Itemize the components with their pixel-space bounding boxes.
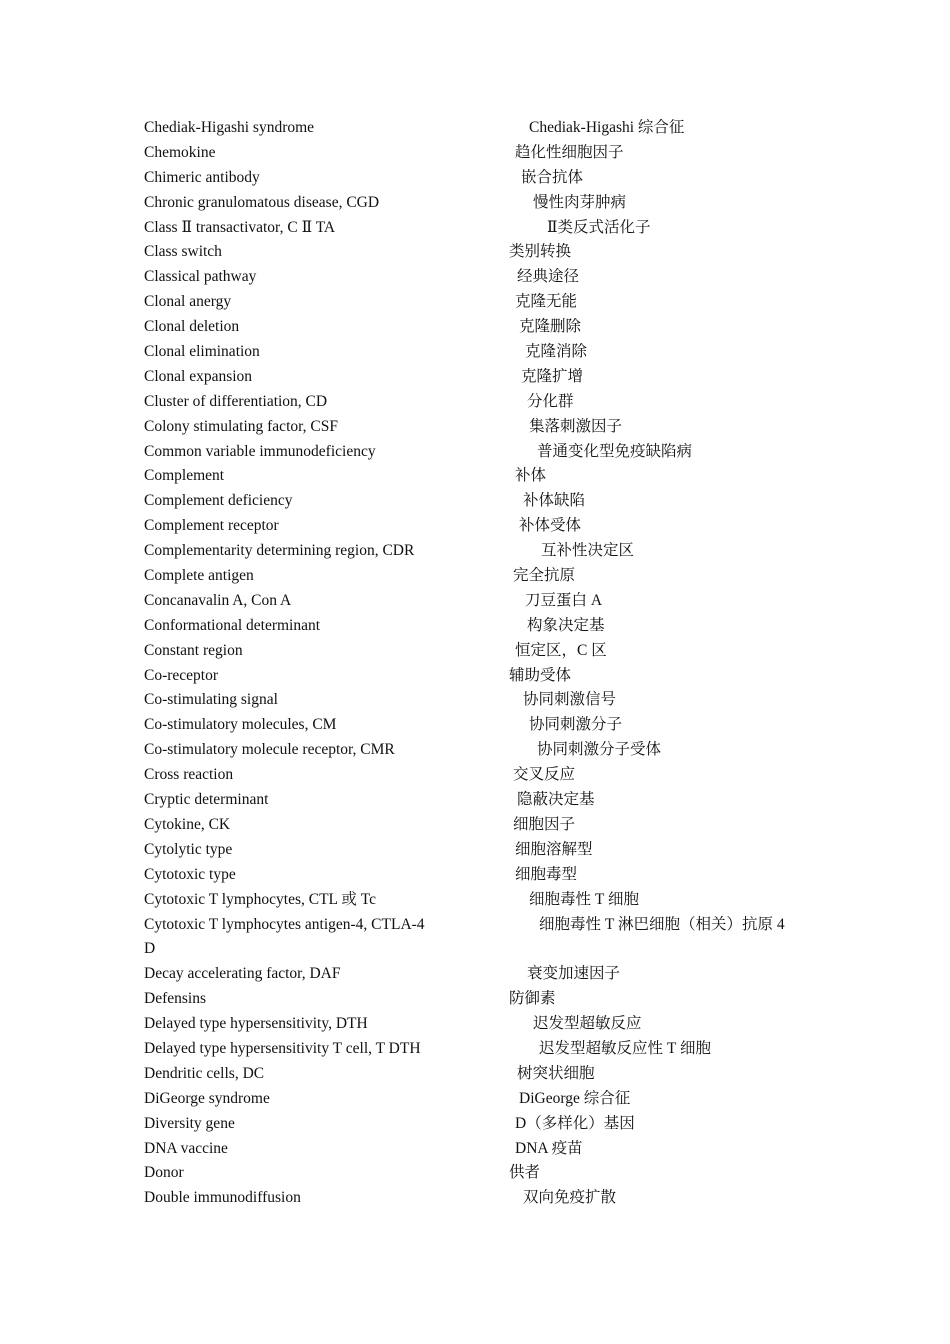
english-term: Classical pathway [144, 268, 257, 286]
english-term: Chimeric antibody [144, 168, 260, 186]
glossary-row [144, 440, 844, 465]
chinese-term: 供者 [509, 1164, 541, 1182]
chinese-term: 迟发型超敏反应性 T 细胞 [539, 1039, 711, 1057]
chinese-term: 恒定区，C 区 [515, 641, 607, 659]
chinese-term: D（多样化）基因 [515, 1114, 635, 1132]
glossary-row [144, 464, 844, 489]
english-term: Complement deficiency [144, 492, 293, 510]
english-term: Chediak-Higashi syndrome [144, 119, 315, 136]
english-term: Cytokine, CK [144, 815, 231, 833]
glossary-row [144, 116, 844, 141]
chinese-term: 补体 [515, 467, 547, 485]
chinese-term: DNA 疫苗 [515, 1139, 583, 1157]
glossary-row [144, 216, 844, 241]
chinese-term: 补体缺陷 [523, 492, 586, 510]
english-term: Complete antigen [144, 567, 254, 585]
chinese-term: 细胞因子 [513, 815, 576, 833]
glossary-row [144, 365, 844, 390]
glossary-row [144, 1137, 844, 1162]
english-term: Cytolytic type [144, 840, 233, 858]
chinese-term: 协同刺激信号 [523, 691, 617, 709]
chinese-term: 辅助受体 [509, 666, 572, 684]
chinese-term: 互补性决定区 [541, 542, 635, 560]
glossary-row [144, 1087, 844, 1112]
glossary-row [144, 664, 844, 689]
english-term: Complement receptor [144, 517, 279, 535]
glossary-row [144, 888, 844, 913]
english-term: Double immunodiffusion [144, 1189, 301, 1207]
english-term: DNA vaccine [144, 1139, 228, 1157]
english-term: Chronic granulomatous disease, CGD [144, 193, 380, 211]
glossary-row [144, 937, 844, 962]
chinese-term: 衰变加速因子 [527, 965, 621, 983]
english-term: Defensins [144, 990, 206, 1008]
glossary-row [144, 838, 844, 863]
english-term: Delayed type hypersensitivity T cell, T DTH [144, 1039, 421, 1057]
glossary-row [144, 738, 844, 763]
chinese-term: 双向免疫扩散 [523, 1189, 617, 1207]
english-term: Decay accelerating factor, DAF [144, 965, 341, 983]
glossary-row [144, 863, 844, 888]
chinese-term: 分化群 [527, 392, 574, 410]
english-term: Dendritic cells, DC [144, 1064, 265, 1082]
chinese-term: Chediak-Higashi 综合征 [529, 119, 685, 136]
chinese-term: 隐蔽决定基 [517, 791, 595, 809]
english-term: Cryptic determinant [144, 791, 269, 809]
english-term: Conformational determinant [144, 616, 321, 634]
glossary-row [144, 240, 844, 265]
chinese-term: 克隆扩增 [521, 367, 584, 385]
glossary-row [144, 265, 844, 290]
chinese-term: 协同刺激分子受体 [537, 741, 662, 759]
glossary-row [144, 514, 844, 539]
english-term: Clonal expansion [144, 367, 253, 385]
english-term: Cross reaction [144, 766, 234, 784]
glossary-row [144, 639, 844, 664]
glossary-row [144, 141, 844, 166]
english-term: Co-stimulatory molecule receptor, CMR [144, 741, 395, 759]
chinese-term: 补体受体 [519, 517, 582, 535]
glossary-row [144, 1062, 844, 1087]
glossary-row [144, 390, 844, 415]
chinese-term: DiGeorge 综合征 [519, 1089, 631, 1107]
chinese-term: 细胞溶解型 [515, 840, 593, 858]
english-term: Chemokine [144, 143, 216, 161]
glossary-row [144, 813, 844, 838]
english-term: Delayed type hypersensitivity, DTH [144, 1015, 368, 1033]
glossary-row [144, 763, 844, 788]
glossary-row [144, 713, 844, 738]
chinese-term: 细胞毒性 T 细胞 [529, 890, 639, 908]
chinese-term: 集落刺激因子 [529, 417, 623, 435]
chinese-term: 刀豆蛋白 A [525, 591, 603, 609]
glossary-row [144, 1112, 844, 1137]
glossary-row [144, 589, 844, 614]
chinese-term: 普通变化型免疫缺陷病 [537, 442, 693, 460]
english-term: Complement [144, 467, 225, 485]
english-term: Concanavalin A, Con A [144, 591, 292, 609]
glossary-row [144, 191, 844, 216]
chinese-term: Ⅱ类反式活化子 [547, 218, 651, 236]
english-term: Clonal deletion [144, 318, 240, 336]
glossary-row [144, 913, 844, 938]
chinese-term: 细胞毒性 T 淋巴细胞（相关）抗原 4 [539, 915, 785, 933]
glossary-row [144, 1012, 844, 1037]
chinese-term: 细胞毒型 [515, 865, 578, 883]
english-term: Constant region [144, 641, 243, 659]
english-term: Cytotoxic T lymphocytes, CTL 或 Tc [144, 890, 376, 908]
english-term: Class Ⅱ transactivator, C Ⅱ TA [144, 218, 336, 236]
english-term: Co-receptor [144, 666, 219, 684]
glossary-row [144, 489, 844, 514]
chinese-term: 树突状细胞 [517, 1064, 595, 1082]
chinese-term: 克隆无能 [515, 293, 578, 311]
chinese-term: 防御素 [509, 990, 556, 1008]
chinese-term: 慢性肉芽肿病 [533, 193, 627, 211]
english-term: Cytotoxic T lymphocytes antigen-4, CTLA-4 [144, 915, 425, 933]
chinese-term: 完全抗原 [513, 567, 576, 585]
english-term: Cluster of differentiation, CD [144, 392, 328, 410]
english-term: Clonal anergy [144, 293, 232, 311]
english-term: Complementarity determining region, CDR [144, 542, 415, 560]
english-term: Cytotoxic type [144, 865, 236, 883]
glossary-row [144, 962, 844, 987]
glossary-row [144, 315, 844, 340]
glossary-row [144, 290, 844, 315]
chinese-term: 构象决定基 [527, 616, 605, 634]
english-term: DiGeorge syndrome [144, 1089, 270, 1107]
english-term: Diversity gene [144, 1114, 235, 1132]
chinese-term: 克隆消除 [525, 343, 588, 361]
glossary-row [144, 987, 844, 1012]
glossary-row [144, 564, 844, 589]
english-term: Class switch [144, 243, 222, 261]
english-term: Co-stimulatory molecules, CM [144, 716, 337, 734]
english-term: D [144, 940, 156, 958]
glossary-row [144, 539, 844, 564]
glossary-row [144, 788, 844, 813]
chinese-term: 克隆删除 [519, 318, 582, 336]
glossary-row [144, 1186, 844, 1211]
glossary-row [144, 166, 844, 191]
english-term: Co-stimulating signal [144, 691, 278, 709]
chinese-term: 协同刺激分子 [529, 716, 623, 734]
glossary-row [144, 614, 844, 639]
chinese-term: 嵌合抗体 [521, 168, 584, 186]
english-term: Donor [144, 1164, 184, 1182]
english-term: Colony stimulating factor, CSF [144, 417, 338, 435]
chinese-term: 经典途径 [517, 268, 580, 286]
glossary-row [144, 415, 844, 440]
chinese-term: 类别转换 [509, 243, 572, 261]
glossary-row [144, 340, 844, 365]
glossary-list [144, 116, 844, 1211]
glossary-row [144, 1037, 844, 1062]
chinese-term: 趋化性细胞因子 [515, 143, 624, 161]
chinese-term: 迟发型超敏反应 [533, 1015, 642, 1033]
glossary-row [144, 1161, 844, 1186]
english-term: Common variable immunodeficiency [144, 442, 376, 460]
english-term: Clonal elimination [144, 343, 260, 361]
chinese-term: 交叉反应 [513, 766, 576, 784]
glossary-row [144, 688, 844, 713]
